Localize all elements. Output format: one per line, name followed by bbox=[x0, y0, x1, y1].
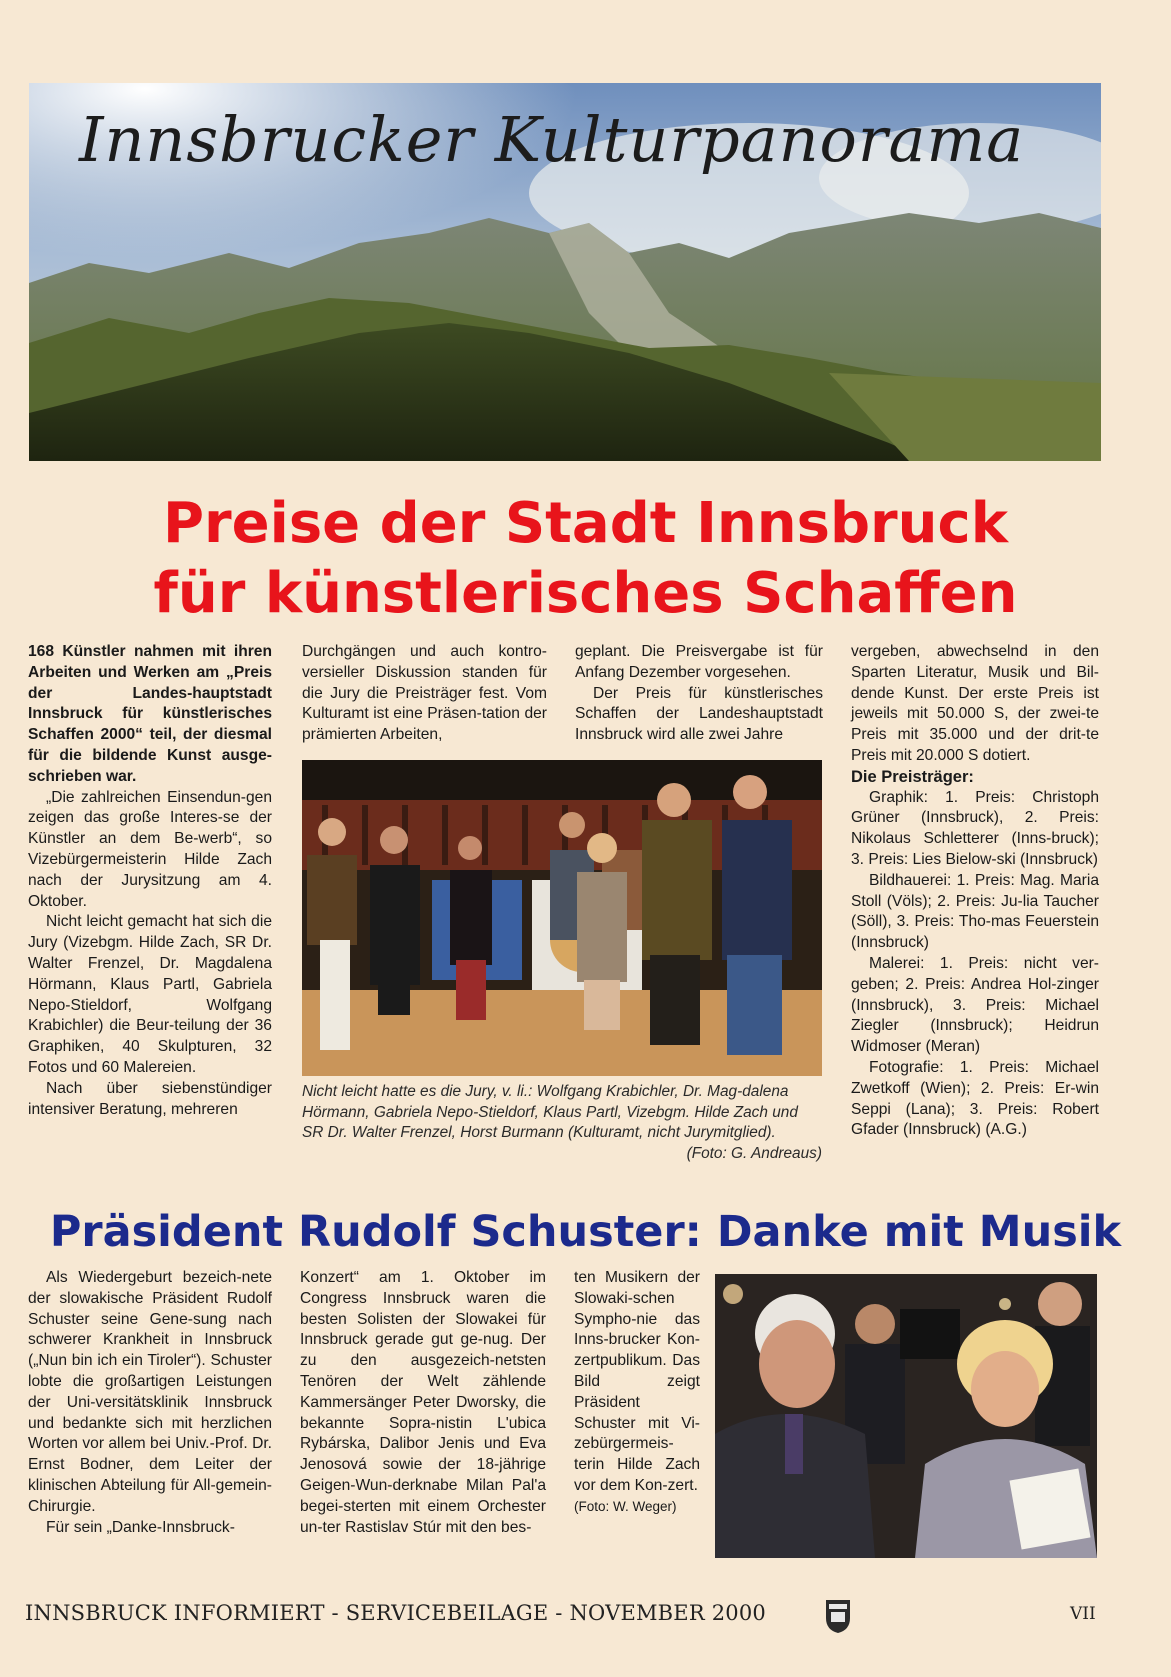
banner-photo bbox=[29, 83, 1101, 461]
city-crest-icon bbox=[824, 1598, 852, 1634]
article1-paragraph: Nach über siebenstündiger intensiver Beratung, mehreren bbox=[28, 1079, 272, 1118]
article2-column-3 bbox=[574, 1268, 700, 1518]
article1-paragraph: geplant. Die Preisvergabe ist für Anfang Dezember vorgesehen. bbox=[575, 643, 823, 681]
footer-publication: INNSBRUCK INFORMIERT - SERVICEBEILAGE - NOVEMBER 2000 bbox=[25, 1601, 766, 1625]
article2-paragraph: Für sein „Danke-Innsbruck- bbox=[46, 1518, 235, 1536]
winners-bildhauerei: Bildhauerei: 1. Preis: Mag. Maria Stoll (Völs); 2. Preis: Ju-lia Taucher (Söll), 3. Preis: Tho-mas Feuerstein (Innsbruck) bbox=[851, 871, 1099, 952]
winners-malerei: Malerei: 1. Preis: nicht ver-geben; 2. Preis: Andrea Hol-zinger (Innsbruck), 3. Preis: Michael Ziegler (Innsbruck); Heidrun Widmoser (Meran) bbox=[851, 954, 1099, 1056]
article1-column-2 bbox=[302, 642, 547, 746]
winners-fotografie: Fotografie: 1. Preis: Michael Zwetkoff (Wien); 2. Preis: Er-win Seppi (Lana); 3. Preis: Robert Gfader (Innsbruck) (A.G.) bbox=[851, 1058, 1099, 1139]
winners-graphik: Graphik: 1. Preis: Christoph Grüner (Innsbruck), 2. Preis: Nikolaus Schletterer (Inns-bruck); 3. Preis: Lies Bielow-ski (Innsbruck) bbox=[851, 788, 1099, 868]
page-number: VII bbox=[1070, 1604, 1096, 1624]
winners-subheading: Die Preisträger: bbox=[851, 767, 974, 786]
article1-paragraph: vergeben, abwechselnd in den Sparten Literatur, Musik und Bil-dende Kunst. Der erste Preis ist jeweils mit 50.000 S, der zwei-te Preis mit 35.000 und der drit-te Preis mit 20.000 S dotiert. bbox=[851, 643, 1099, 764]
photo-credit: (Foto: W. Weger) bbox=[574, 1498, 677, 1514]
headline-line-1: Preise der Stadt Innsbruck bbox=[163, 491, 1008, 556]
article2-paragraph: ten Musikern der Slowaki-schen Sympho-nie das Inns-brucker Kon-zertpublikum. Das Bild zeigt Präsident Schuster mit Vi-zebürgermeis-terin Hilde Zach vor dem Kon-zert. bbox=[574, 1269, 700, 1494]
article1-lead: 168 Künstler nahmen mit ihren Arbeiten und Werken am „Preis der Landes-hauptstadt Innsbruck für künstlerisches Schaffen 2000“ teil, der diesmal für die bildende Kunst ausge-schrieben war. bbox=[28, 643, 272, 785]
section-title: Innsbrucker Kulturpanorama bbox=[79, 103, 1025, 176]
jury-photo-caption bbox=[302, 1082, 822, 1164]
article2-column-2 bbox=[300, 1268, 546, 1538]
headline-article-2: Präsident Rudolf Schuster: Danke mit Musik bbox=[49, 1207, 1122, 1257]
article2-paragraph: Konzert“ am 1. Oktober im Congress Innsbruck waren die besten Solisten der Slowakei für Innsbruck gerade gut ge-nug. Der zu den ausgezeich-netsten Tenören der Welt zählende Kammersänger Peter Dworsky, die bekannte Sopra-nistin L'ubica Rybárska, Dalibor Jenis und Eva Jenosová sowie der 18-jährige Geigen-Wun-derknabe Milan Pal'a begei-sterten mit einem Orchester un-ter Rastislav Stúr mit den bes- bbox=[300, 1269, 546, 1536]
schuster-photo bbox=[715, 1274, 1097, 1558]
article1-paragraph: „Die zahlreichen Einsendun-gen zeigen das große Interes-se der Künstler an dem Be-werb“, so Vizebürgermeisterin Hilde Zach nach der Jurysitzung am 4. Oktober. bbox=[28, 788, 272, 910]
article1-paragraph: Durchgängen und auch kontro-versieller Diskussion standen für die Jury die Preisträger fest. Vom Kulturamt ist eine Präsen-tation der prämierten Arbeiten, bbox=[302, 643, 547, 744]
headline-line-2: für künstlerisches Schaffen bbox=[153, 561, 1018, 626]
article1-paragraph: Der Preis für künstlerisches Schaffen der Landeshauptstadt Innsbruck wird alle zwei Jahre bbox=[575, 684, 823, 744]
photo-credit: (Foto: G. Andreaus) bbox=[686, 1144, 822, 1162]
article1-column-4 bbox=[851, 642, 1099, 1141]
jury-photo-image bbox=[302, 760, 822, 1076]
jury-photo bbox=[302, 760, 822, 1076]
article1-paragraph: Nicht leicht gemacht hat sich die Jury (Vizebgm. Hilde Zach, SR Dr. Walter Frenzel, Dr. Magdalena Hörmann, Klaus Partl, Gabriela Nepo-Stieldorf, Wolfgang Krabichler) die Beur-teilung der 36 Graphiken, 40 Skulpturen, 32 Fotos und 60 Malereien. bbox=[28, 913, 272, 1076]
article2-column-1 bbox=[28, 1268, 272, 1538]
schuster-photo-image bbox=[715, 1274, 1097, 1558]
article1-column-1 bbox=[28, 642, 272, 1120]
caption-text: Nicht leicht hatte es die Jury, v. li.: Wolfgang Krabichler, Dr. Mag-dalena Hörmann, Gabriela Nepo-Stieldorf, Klaus Partl, Vizebgm. Hilde Zach und SR Dr. Walter Frenzel, Horst Burmann (Kulturamt, nicht Jurymitglied). bbox=[302, 1083, 798, 1141]
article2-paragraph: Als Wiedergeburt bezeich-nete der slowakische Präsident Rudolf Schuster seine Gene-sung nach schwerer Krankheit in Innsbruck („Nun bin ich ein Tiroler“). Schuster lobte die großartigen Leistungen der Uni-versitätsklinik Innsbruck und bedankte sich mit herzlichen Worten vor allem bei Univ.-Prof. Dr. Ernst Bodner, dem Leiter der klinischen Abteilung für All-gemein-Chirurgie. bbox=[28, 1269, 272, 1515]
article1-column-3 bbox=[575, 642, 823, 746]
